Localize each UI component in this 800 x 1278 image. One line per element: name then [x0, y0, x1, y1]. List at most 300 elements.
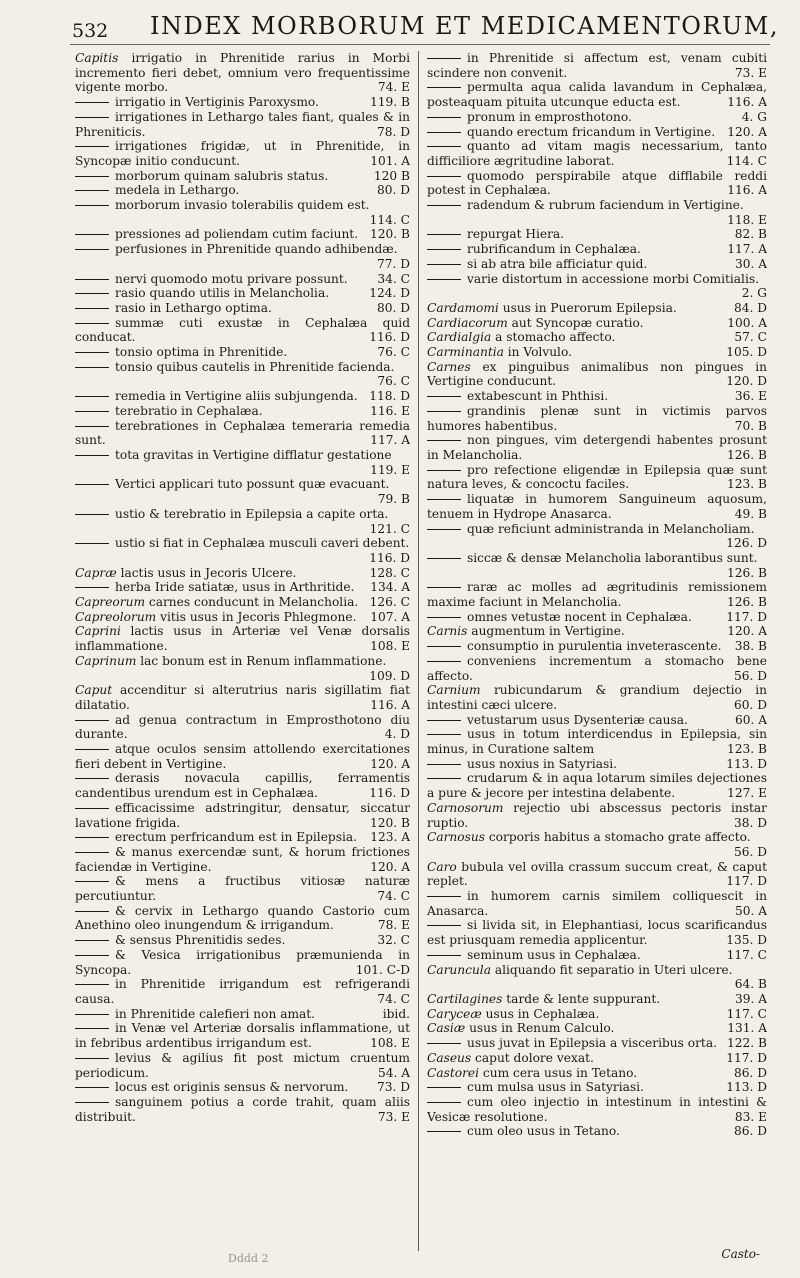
entry-text: medela in Lethargo. [115, 183, 240, 198]
entry-text: in humorem carnis similem colliquescit in Anasarca. [427, 889, 767, 918]
ditto-dash [75, 808, 109, 809]
page-reference: 113. D [726, 1080, 767, 1095]
entry-text: perfusiones in Phrenitide quando adhibendæ. [115, 242, 398, 257]
index-entry [427, 713, 767, 728]
entry-text: lac bonum est in Renum inflammatione. [140, 653, 387, 668]
ditto-dash [427, 499, 461, 500]
index-entry [75, 536, 410, 565]
entry-headword: Capitis [75, 51, 119, 65]
page-reference: 121. C [369, 521, 410, 536]
index-entry [427, 169, 767, 198]
page-reference: 120. D [726, 374, 767, 389]
entry-headword: Caruncula [427, 962, 491, 977]
ditto-dash [75, 1087, 109, 1088]
index-entry [75, 477, 410, 506]
ditto-dash [75, 117, 109, 118]
entry-text: liquatæ in humorem Sanguineum aquosum, tenuem in Hydrope Anasarca. [427, 492, 767, 521]
entry-text: rasio in Lethargo optima. [115, 300, 272, 315]
index-entry [427, 801, 767, 830]
page-reference: 116. A [370, 697, 410, 712]
index-entry [427, 433, 767, 462]
page-number: 532 [72, 20, 109, 42]
entry-text: si ab atra bile afficiatur quid. [467, 256, 648, 271]
ditto-dash [427, 558, 461, 559]
entry-text: ustio si fiat in Cephalæa musculi caveri debent. [115, 536, 410, 551]
entry-text: extabescunt in Phthisi. [467, 389, 609, 404]
index-entry [427, 1066, 767, 1081]
entry-text: pressiones ad poliendam cutim faciunt. [115, 227, 359, 242]
entry-text: & Vesica irrigationibus præmunienda in Syncopa. [75, 947, 410, 977]
page-reference: 117. D [726, 609, 767, 624]
index-entry [427, 1021, 767, 1036]
entry-text: & mens a fructibus vitiosæ naturæ percutiuntur. [75, 874, 410, 904]
entry-headword: Cartilagines [427, 992, 503, 1006]
ditto-dash [427, 146, 461, 147]
ditto-dash [427, 661, 461, 662]
page-reference: 39. A [734, 992, 767, 1006]
page-reference: 126. B [727, 447, 767, 462]
ditto-dash [75, 984, 109, 985]
page-reference: 134. A [370, 580, 410, 595]
page-reference: 38. D [733, 815, 767, 830]
index-entry [75, 683, 410, 712]
page-reference: 120. B [370, 815, 410, 830]
entry-text: cum oleo usus in Tetano. [467, 1124, 620, 1139]
entry-text: lactis usus in Jecoris Ulcere. [120, 565, 297, 580]
entry-text: atque oculos sensim attollendo exercitationes fieri debent in Vertigine. [75, 742, 410, 771]
entry-headword: Carnes [427, 359, 471, 374]
entry-text: non pingues, vim detergendi habentes prosunt in Melancholia. [427, 433, 767, 462]
index-entry [427, 948, 767, 963]
entry-text: remedia in Vertigine aliis subjungenda. [115, 389, 358, 404]
page-reference: 34. C [377, 271, 410, 286]
page-reference: 77. D [376, 256, 410, 271]
index-entry [75, 904, 410, 933]
index-entry [75, 95, 410, 110]
page-reference: 60. D [733, 697, 767, 712]
entry-headword: Caryceæ [427, 1006, 482, 1021]
entry-text: & manus exercendæ sunt, & horum frictiones faciendæ in Vertigine. [75, 844, 410, 874]
ditto-dash [427, 764, 461, 765]
ditto-dash [75, 837, 109, 838]
page-reference: 108. E [370, 1036, 410, 1051]
index-entry [427, 580, 767, 609]
entry-headword: Capreolorum [75, 609, 157, 624]
entry-text: morborum invasio tolerabilis quidem est. [115, 198, 370, 213]
ditto-dash [427, 720, 461, 721]
page-reference: 108. E [370, 639, 410, 654]
page-reference: 60. A [734, 712, 767, 727]
index-entry [75, 301, 410, 316]
index-entry [427, 51, 767, 80]
index-entry [427, 727, 767, 756]
entry-text: a stomacho affecto. [495, 330, 616, 345]
index-entry [75, 345, 410, 360]
ditto-dash [75, 102, 109, 103]
index-entry [427, 404, 767, 433]
entry-text: crudarum & in aqua lotarum similes dejectiones a pure & jecore per intestina delabente. [427, 771, 767, 801]
ditto-dash [75, 514, 109, 515]
entry-text: quanto ad vitam magis necessarium, tanto difficiliore ægritudine laborat. [427, 139, 767, 168]
ditto-dash [75, 323, 109, 324]
index-entry [75, 360, 410, 389]
ditto-dash [75, 146, 109, 147]
ditto-dash [75, 1014, 109, 1015]
entry-headword: Capreorum [75, 595, 146, 610]
page-reference: 122. B [727, 1036, 767, 1051]
entry-text: in Phrenitide irrigandum est refrigerandi causa. [75, 977, 410, 1006]
page-reference: 49. B [734, 506, 767, 521]
entry-headword: Carnosorum [427, 800, 504, 815]
index-entry [75, 1051, 410, 1080]
index-entry [427, 125, 767, 140]
index-entry [427, 345, 767, 360]
entry-text: usus in totum interdicendus in Epilepsia, sin minus, in Curatione saltem [427, 727, 767, 757]
page-reference: 120. A [727, 124, 767, 139]
page-reference: 50. A [734, 903, 767, 918]
entry-text: vitis usus in Jecoris Phlegmone. [160, 609, 357, 624]
page-reference: 116. E [370, 403, 410, 418]
ditto-dash [75, 426, 109, 427]
entry-text: caput dolore vexat. [475, 1050, 594, 1065]
page-reference: 78. E [377, 918, 410, 933]
index-entry [427, 1095, 767, 1124]
entry-text: seminum usus in Cephalæa. [467, 947, 641, 962]
page-reference: 117. A [370, 433, 410, 448]
page-reference: 119. B [370, 95, 410, 110]
entry-text: corporis habitus a stomacho grate affecto. [488, 830, 751, 845]
page-reference: 86. D [733, 1065, 767, 1080]
entry-text: levius & agilius fit post mictum cruentum periodicum. [75, 1050, 410, 1080]
entry-text: tonsio optima in Phrenitide. [115, 345, 288, 360]
page-reference: 82. B [734, 227, 767, 242]
entry-text: nervi quomodo motu privare possunt. [115, 271, 348, 286]
page-reference: 123. B [727, 477, 767, 492]
ditto-dash [427, 896, 461, 897]
ditto-dash [427, 234, 461, 235]
ditto-dash [427, 1087, 461, 1088]
entry-headword: Carnium [427, 683, 481, 698]
entry-headword: Carnosus [427, 830, 485, 845]
page-reference: 126. B [727, 595, 767, 610]
index-entry [75, 448, 410, 477]
ditto-dash [75, 396, 109, 397]
ditto-dash [75, 955, 109, 956]
entry-text: herba Iride satiatæ, usus in Arthritide. [115, 580, 355, 595]
index-entry [75, 624, 410, 653]
entry-headword: Cardialgia [427, 330, 492, 345]
entry-text: usus juvat in Epilepsia a visceribus orta. [467, 1036, 717, 1051]
entry-text: grandinis plenæ sunt in victimis parvos humores habentibus. [427, 403, 767, 433]
page-reference: 116. D [369, 330, 410, 345]
entry-text: quando erectum fricandum in Vertigine. [467, 124, 716, 139]
page-reference: 116. A [727, 95, 767, 110]
index-entry [427, 654, 767, 683]
page-reference: 126. D [726, 536, 767, 551]
index-entry [427, 301, 767, 316]
page-reference: 123. A [370, 830, 410, 845]
ditto-dash [75, 176, 109, 177]
index-entry [75, 742, 410, 771]
index-entry [427, 110, 767, 125]
index-entry [75, 389, 410, 404]
page-reference: 116. D [369, 786, 410, 801]
ditto-dash [75, 484, 109, 485]
index-entry [75, 654, 410, 683]
entry-text: & sensus Phrenitidis sedes. [115, 933, 286, 948]
entry-text: repurgat Hiera. [467, 227, 565, 242]
index-entry [75, 845, 410, 874]
catchword: Casto- [721, 1247, 760, 1261]
ditto-dash [427, 1043, 461, 1044]
index-entry [427, 551, 767, 580]
page-reference: 120. A [370, 859, 410, 874]
index-entry [427, 316, 767, 331]
page-reference: 79. B [377, 492, 410, 507]
page-reference: 120 B [373, 168, 410, 183]
entry-text: irrigationes frigidæ, ut in Phrenitide, in Syncopæ initio conducunt. [75, 139, 410, 168]
ditto-dash [75, 1028, 109, 1029]
ditto-dash [427, 264, 461, 265]
entry-headword: Caput [75, 683, 113, 698]
index-entry [427, 330, 767, 345]
index-entry [75, 874, 410, 903]
page-reference: 73. E [734, 65, 767, 80]
index-entry [75, 801, 410, 830]
entry-text: derasis novacula capillis, ferramentis candentibus urendum est in Cephalæa. [75, 771, 410, 801]
index-entry [75, 316, 410, 345]
page-reference: 124. D [369, 286, 410, 301]
ditto-dash [75, 367, 109, 368]
index-entry [427, 1036, 767, 1051]
entry-text: in Volvulo. [507, 345, 572, 360]
page-reference: 2. G [741, 286, 767, 301]
ditto-dash [75, 411, 109, 412]
page-reference: 56. D [733, 668, 767, 683]
entry-text: omnes vetustæ nocent in Cephalæa. [467, 609, 692, 624]
ditto-dash [75, 1102, 109, 1103]
entry-text: irrigationes in Lethargo tales fiant, quales & in Phreniticis. [75, 109, 410, 139]
entry-text: efficacissime adstringitur, densatur, siccatur lavatione frigida. [75, 800, 410, 830]
index-entry [427, 522, 767, 551]
ditto-dash [75, 543, 109, 544]
index-entry [75, 404, 410, 419]
entry-text: bubula vel ovilla crassum succum creat, & caput replet. [427, 859, 767, 889]
ditto-dash [427, 734, 461, 735]
entry-text: si livida sit, in Elephantiasi, locus scarificandus est priusquam remedia applicentur. [427, 918, 767, 948]
ditto-dash [427, 279, 461, 280]
running-head: INDEX MORBORUM ET MEDICAMENTORUM, [150, 12, 779, 40]
entry-text: morborum quinam salubris status. [115, 168, 329, 183]
ditto-dash [75, 1058, 109, 1059]
entry-text: in Phrenitide si affectum est, venam cubiti scindere non convenit. [427, 51, 767, 80]
page-reference: 117. D [726, 1050, 767, 1065]
entry-text: siccæ & densæ Melancholia laborantibus sunt. [467, 550, 758, 565]
page-reference: 128. C [369, 565, 410, 580]
page-reference: 116. A [727, 183, 767, 198]
head-rule [70, 44, 770, 45]
page-reference: 4. G [741, 109, 767, 124]
entry-text: tota gravitas in Vertigine difflatur gestatione [115, 447, 392, 462]
ditto-dash [427, 87, 461, 88]
index-entry [427, 624, 767, 639]
entry-text: conveniens incrementum a stomacho bene affecto. [427, 653, 767, 683]
page-reference: 127. E [727, 786, 767, 801]
index-entry [75, 227, 410, 242]
index-column-left [75, 51, 410, 1124]
entry-text: irrigatio in Phrenitide rarius in Morbi incremento fieri debet, omnium vero frequentissime vigente morbo. [75, 51, 410, 95]
index-entry [427, 360, 767, 389]
entry-text: erectum perfricandum est in Epilepsia. [115, 830, 358, 845]
ditto-dash [427, 396, 461, 397]
ditto-dash [427, 470, 461, 471]
entry-text: terebrationes in Cephalæa temeraria remedia sunt. [75, 418, 410, 448]
ditto-dash [427, 955, 461, 956]
index-entry [427, 80, 767, 109]
page-reference: 120. B [370, 227, 410, 242]
entry-text: usus noxius in Satyriasi. [467, 756, 618, 771]
page-reference: 83. E [734, 1109, 767, 1124]
index-entry [75, 183, 410, 198]
ditto-dash [75, 293, 109, 294]
entry-text: vetustarum usus Dysenteriæ causa. [467, 712, 688, 727]
ditto-dash [75, 778, 109, 779]
ditto-dash [75, 881, 109, 882]
page-reference: 76. C [377, 374, 410, 389]
ditto-dash [75, 720, 109, 721]
entry-text: & cervix in Lethargo quando Castorio cum Anethino oleo inungendum & irrigandum. [75, 903, 410, 933]
entry-headword: Caprinum [75, 653, 137, 668]
entry-text: rubicundarum & grandium dejectio in intestini cæci ulcere. [427, 683, 767, 712]
index-entry [427, 963, 767, 992]
index-entry [75, 566, 410, 581]
entry-headword: Carminantia [427, 345, 504, 360]
ditto-dash [75, 308, 109, 309]
page-reference: 101. C-D [355, 962, 410, 977]
ditto-dash [427, 58, 461, 59]
page-reference: 123. B [727, 742, 767, 757]
entry-text: quomodo perspirabile atque difflabile reddi potest in Cephalæa. [427, 168, 767, 198]
index-entry [75, 713, 410, 742]
entry-text: aliquando fit separatio in Uteri ulcere. [494, 962, 733, 977]
entry-text: ad genua contractum in Emprosthotono diu durante. [75, 712, 410, 742]
page-reference: 80. D [376, 183, 410, 198]
entry-text: sanguinem potius a corde trahit, quam aliis distribuit. [75, 1094, 410, 1124]
entry-text: raræ ac molles ad ægritudinis remissionem maxime faciunt in Melancholia. [427, 580, 767, 610]
page-reference: 36. E [734, 389, 767, 404]
entry-text: tonsio quibus cautelis in Phrenitide facienda. [115, 359, 395, 374]
ditto-dash [427, 205, 461, 206]
index-entry [427, 639, 767, 654]
index-entry [427, 257, 767, 272]
ditto-dash [427, 617, 461, 618]
ditto-dash [427, 132, 461, 133]
entry-text: tarde & lente suppurant. [506, 992, 661, 1006]
entry-text: augmentum in Vertigine. [471, 624, 625, 639]
page-reference: 84. D [733, 300, 767, 315]
index-entry [427, 992, 767, 1007]
index-entry [427, 860, 767, 889]
entry-text: summæ cuti exustæ in Cephalæa quid conducat. [75, 315, 410, 345]
page-reference: 114. C [369, 212, 410, 227]
page-reference: 74. C [377, 889, 410, 904]
page-reference: 64. B [734, 977, 767, 992]
page-reference: 131. A [727, 1021, 767, 1036]
index-entry [75, 1021, 410, 1050]
index-entry [427, 492, 767, 521]
index-column-right [418, 51, 767, 1251]
entry-text: varie distortum in accessione morbi Comitialis. [467, 271, 759, 286]
page-reference: 126. C [369, 595, 410, 610]
ditto-dash [427, 778, 461, 779]
page-reference: 118. D [369, 389, 410, 404]
entry-text: accenditur si alterutrius naris sigillatim fiat dilatatio. [75, 683, 410, 712]
entry-text: ex pinguibus animalibus non pingues in Vertigine conducunt. [427, 359, 767, 389]
page-reference: 101. A [370, 153, 410, 168]
index-entry [75, 933, 410, 948]
entry-headword: Cardamomi [427, 300, 499, 315]
index-entry [75, 272, 410, 287]
ditto-dash [427, 925, 461, 926]
ditto-dash [75, 234, 109, 235]
page-reference: 107. A [370, 609, 410, 624]
entry-text: permulta aqua calida lavandum in Cephalæa, posteaquam pituita utcunque educta est. [427, 80, 767, 110]
index-entry [427, 198, 767, 227]
index-entry [75, 51, 410, 95]
ditto-dash [75, 455, 109, 456]
entry-text: cum mulsa usus in Satyriasi. [467, 1080, 644, 1095]
page-reference: 120. A [727, 624, 767, 639]
index-entry [75, 580, 410, 595]
index-entry [75, 595, 410, 610]
ditto-dash [427, 411, 461, 412]
entry-headword: Castorei [427, 1065, 480, 1080]
page-reference: 117. A [727, 242, 767, 257]
signature-mark: Dddd 2 [228, 1252, 269, 1265]
entry-text: usus in Puerorum Epilepsia. [502, 300, 677, 315]
entry-text: terebratio in Cephalæa. [115, 403, 263, 418]
index-entry [427, 389, 767, 404]
entry-text: in Venæ vel Arteriæ dorsalis inflammatione, ut in febribus ardentibus irrigandum est. [75, 1021, 410, 1051]
page-reference: 32. C [377, 933, 410, 948]
entry-text: consumptio in purulentia inveterascente. [467, 639, 722, 654]
page-reference: 135. D [726, 933, 767, 948]
page-reference: 30. A [734, 256, 767, 271]
page-reference: 57. C [734, 330, 767, 345]
index-entry [75, 977, 410, 1006]
ditto-dash [427, 646, 461, 647]
index-entry [75, 286, 410, 301]
page-reference: 119. E [370, 462, 410, 477]
index-entry [427, 683, 767, 712]
index-entry [427, 242, 767, 257]
entry-text: irrigatio in Vertiginis Paroxysmo. [115, 95, 319, 110]
entry-headword: Caro [427, 859, 457, 874]
index-entry [75, 110, 410, 139]
page-reference: 117. C [726, 1006, 767, 1021]
index-entry [427, 889, 767, 918]
index-entry [75, 1007, 410, 1022]
ditto-dash [75, 587, 109, 588]
index-entry [75, 830, 410, 845]
index-entry [427, 771, 767, 800]
page-reference: 105. D [726, 345, 767, 360]
entry-text: usus in Renum Calculo. [469, 1021, 615, 1036]
entry-text: pro refectione eligendæ in Epilepsia quæ sunt natura leves, & concoctu faciles. [427, 462, 767, 492]
page-reference: 73. E [377, 1109, 410, 1124]
entry-headword: Carnis [427, 624, 468, 639]
index-entry [427, 918, 767, 947]
